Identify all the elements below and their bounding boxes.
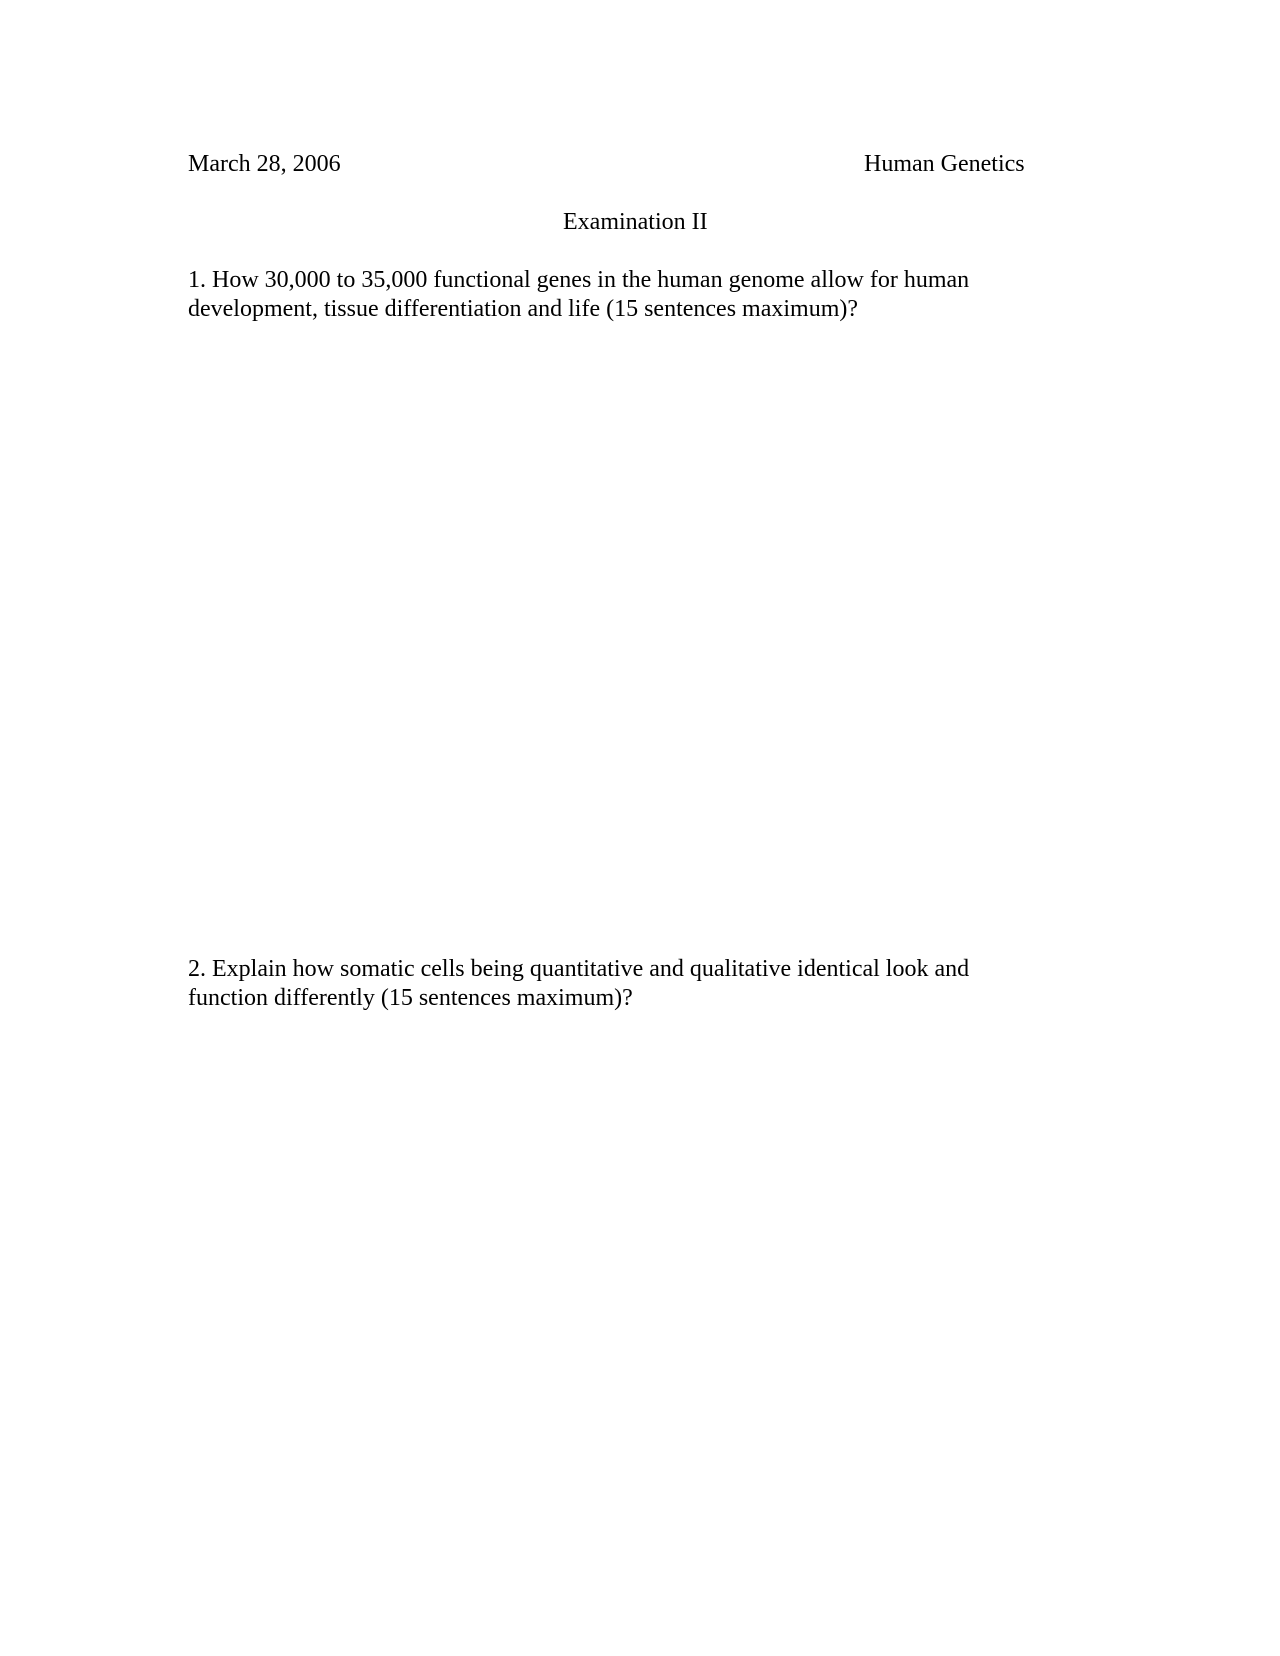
question-text-line: function differently (15 sentences maximum)?: [188, 985, 633, 1011]
exam-date: March 28, 2006: [188, 151, 341, 177]
page-title: Examination II: [563, 209, 708, 235]
question-text-line: 1. How 30,000 to 35,000 functional genes in the human genome allow for human: [188, 267, 970, 293]
question-text-line: 2. Explain how somatic cells being quantitative and qualitative identical look and: [188, 956, 970, 982]
course-name: Human Genetics: [864, 151, 1025, 177]
question-text-line: development, tissue differentiation and life (15 sentences maximum)?: [188, 296, 859, 322]
